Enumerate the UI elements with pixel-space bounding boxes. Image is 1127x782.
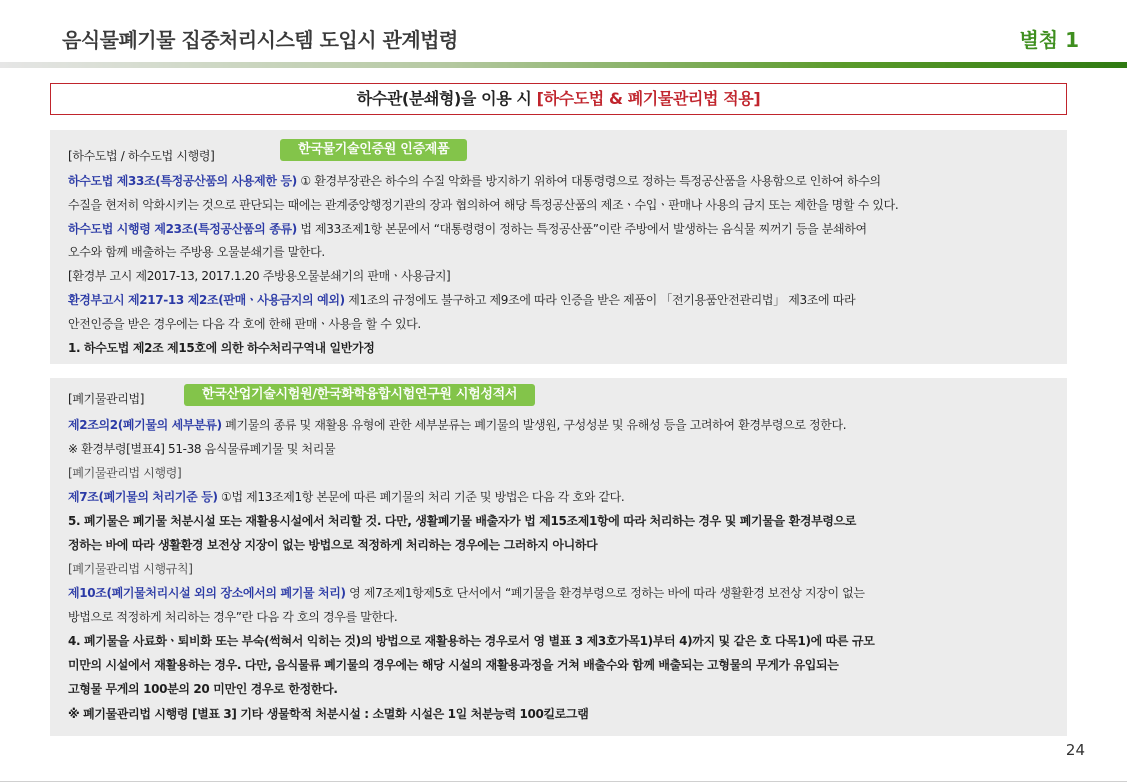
scope-banner (50, 83, 1067, 115)
law-text: ① 환경부장관은 하수의 수질 악화를 방지하기 위하여 대통령령으로 정하는 특정공산품을 사용함으로 인하여 하수의 (296, 174, 881, 188)
law-note: ※ 환경부령[별표4] 51-38 음식물류폐기물 및 처리물 (68, 442, 336, 456)
law-item: 고형물 무게의 100분의 20 미만인 경우로 한정한다. (68, 682, 338, 696)
sub-heading: [폐기물관리법 시행규칙] (68, 562, 193, 576)
section-heading: [하수도법 / 하수도법 시행령] (68, 149, 215, 163)
law-reference: 하수도법 시행령 제23조(특정공산품의 종류) (68, 222, 297, 236)
law-line: 방법으로 적정하게 처리하는 경우”란 다음 각 호의 경우를 말한다. (68, 610, 398, 624)
page-number: 24 (1065, 741, 1085, 759)
law-reference: 제7조(폐기물의 처리기준 등) (68, 490, 218, 504)
law-reference: 하수도법 제33조(특정공산품의 사용제한 등) (68, 174, 297, 188)
law-line (68, 416, 846, 433)
law-line (68, 488, 624, 505)
law-text: 영 제7조제1항제5호 단서에서 “폐기물을 환경부령으로 정하는 바에 따라 생활환경 보전상 지장이 없는 (345, 586, 865, 600)
law-text: 제1조의 규정에도 불구하고 제9조에 따라 인증을 받은 제품이 「전기용품안전관리법」 제3조에 따라 (344, 293, 856, 307)
test-report-badge: 한국산업기술시험원/한국화학융합시험연구원 시험성적서 (184, 384, 535, 406)
law-line: 오수와 함께 배출하는 주방용 오물분쇄기를 말한다. (68, 245, 325, 259)
law-note: ※ 폐기물관리법 시행령 [별표 3] 기타 생물학적 처분시설 : 소멸화 시설은 1일 처분능력 100킬로그램 (68, 707, 589, 721)
law-line: 안전인증을 받은 경우에는 다음 각 호에 한해 판매ㆍ사용을 할 수 있다. (68, 317, 421, 331)
law-item: 1. 하수도법 제2조 제15호에 의한 하수처리구역내 일반가정 (68, 341, 375, 355)
waste-law-section (50, 378, 1067, 736)
law-line (68, 291, 855, 308)
notice-heading: [환경부 고시 제2017-13, 2017.1.20 주방용오물분쇄기의 판매ㆍ사용금지] (68, 269, 451, 283)
law-reference: 제10조(폐기물처리시설 외의 장소에서의 폐기물 처리) (68, 586, 346, 600)
law-item: 미만의 시설에서 재활용하는 경우. 다만, 음식물류 폐기물의 경우에는 해당 시설의 재활용과정을 거쳐 배출수와 함께 배출되는 고형물의 무게가 유입되는 (68, 658, 839, 672)
header-divider (0, 62, 1127, 68)
law-item: 4. 폐기물을 사료화ㆍ퇴비화 또는 부숙(썩혀서 익히는 것)의 방법으로 재활용하는 경우로서 영 별표 3 제3호가목1)부터 4)까지 및 같은 호 다목1)에 따른 규모 (68, 634, 875, 648)
law-text: 법 제33조제1항 본문에서 “대통령령이 정하는 특정공산품”이란 주방에서 발생하는 음식물 찌꺼기 등을 분쇄하여 (296, 222, 867, 236)
law-text: ①법 제13조제1항 본문에 따른 폐기물의 처리 기준 및 방법은 다음 각 호와 같다. (217, 490, 625, 504)
law-text: 폐기물의 종류 및 재활용 유형에 관한 세부분류는 폐기물의 발생원, 구성성분 및 유해성 등을 고려하여 환경부령으로 정한다. (221, 418, 847, 432)
section-heading: [폐기물관리법] (68, 392, 145, 406)
law-item: 5. 폐기물은 폐기물 처분시설 또는 재활용시설에서 처리할 것. 다만, 생활폐기물 배출자가 법 제15조제1항에 따라 처리하는 경우 및 폐기물을 환경부령으로 (68, 514, 857, 528)
sub-heading: [폐기물관리법 시행령] (68, 466, 182, 480)
banner-text: 하수관(분쇄형)을 이용 시 (356, 89, 537, 108)
law-item: 정하는 바에 따라 생활환경 보전상 지장이 없는 방법으로 적정하게 처리하는 경우에는 그러하지 아니하다 (68, 538, 598, 552)
law-line (68, 220, 867, 237)
law-line: 수질을 현저히 악화시키는 것으로 판단되는 때에는 관계중앙행정기관의 장과 협의하여 해당 특정공산품의 제조ㆍ수입ㆍ판매나 사용의 금지 또는 제한을 명할 수 있다. (68, 198, 899, 212)
sewerage-law-section (50, 130, 1067, 364)
appendix-tag: 별첨 1 (1019, 28, 1079, 52)
certification-badge: 한국물기술인증원 인증제품 (280, 139, 467, 161)
law-line (68, 584, 865, 601)
law-reference: 환경부고시 제217-13 제2조(판매ㆍ사용금지의 예외) (68, 293, 345, 307)
law-reference: 제2조의2(폐기물의 세부분류) (68, 418, 222, 432)
banner-highlight: [하수도법 & 폐기물관리법 적용] (536, 89, 761, 108)
page-title: 음식물폐기물 집중처리시스템 도입시 관계법령 (62, 28, 458, 52)
law-line (68, 172, 881, 189)
